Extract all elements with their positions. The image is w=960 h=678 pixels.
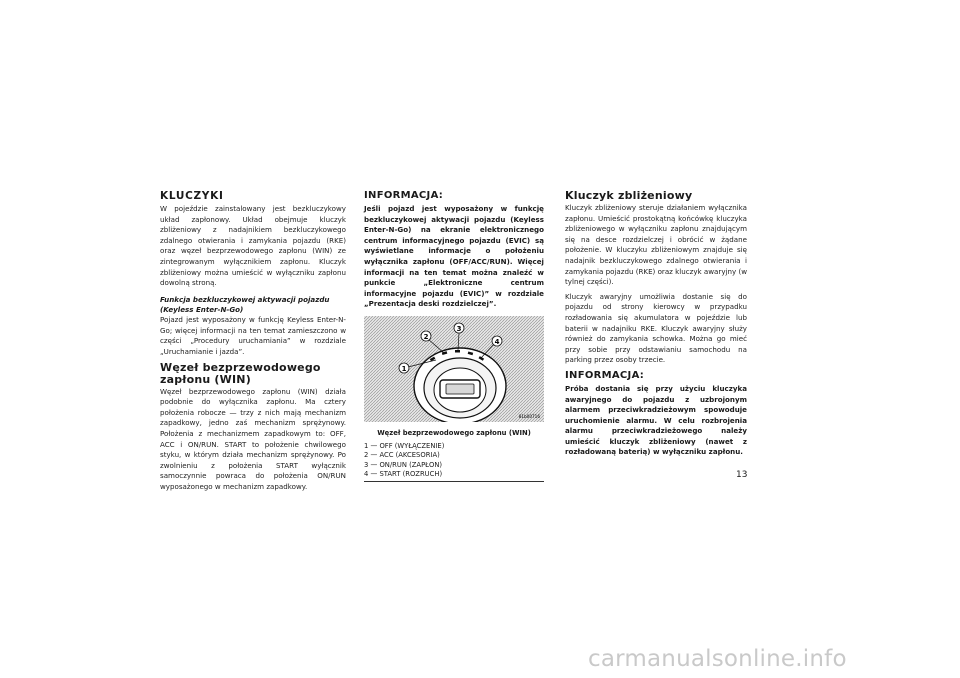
page-number: 13 [736, 470, 748, 480]
note-paragraph-right: Próba dostania się przy użyciu kluczyka awaryjnego do pojazdu z uzbrojonym alarmem przeciwkradzieżowym spowoduje uruchomienie alarmu. W celu rozbrojenia alarmu przeciwkradzieżowego należy umieścić kluczyk zbliżeniowy (nawet z rozładowaną baterią) w wyłączniku zapłonu. [565, 383, 747, 457]
subheading-keyless: Funkcja bezkluczykowej aktywacji pojazdu (Keyless Enter-N-Go) [160, 294, 330, 314]
column-left [160, 190, 346, 496]
callout-4 [492, 336, 502, 346]
note-paragraph: Jeśli pojazd jest wyposażony w funkcję bezkluczykowej aktywacji pojazdu (Keyless Enter-N-Go) na ekranie elektronicznego centrum informacyjnego pojazdu (EVIC) są wyświetlane informacje o położeniu wyłącznika zapłonu (OFF/ACC/RUN). Więcej informacji na ten temat można znaleźć w punkcie „Elektroniczne centrum informacyjne pojazdu (EVIC)” w rozdziale „Prezentacja deski rozdzielczej”. [364, 204, 544, 309]
note-title: INFORMACJA: [364, 190, 444, 201]
svg-text:2: 2 [423, 332, 429, 341]
intro-paragraph: W pojeździe zainstalowany jest bezkluczykowy układ zapłonowy. Układ obejmuje kluczyk zbliżeniowy z nadajnikiem bezkluczykowego zdalnego otwierania i zamykania pojazdu (RKE) oraz węzeł bezprzewodowego zapłonu (WIN) ze zintegrowanym wyłącznikiem zapłonu. Kluczyk zbliżeniowy można umieścić w wyłączniku zapłonu dowolną stroną. [160, 204, 346, 288]
key-slot-inner [446, 384, 474, 394]
keyless-paragraph: Pojazd jest wyposażony w funkcję Keyless Enter-N-Go; więcej informacji na ten temat zamieszczono w części „Procedury uruchamiania” w rozdziale „Uruchamianie i jazda”. [160, 315, 346, 356]
win-illustration [364, 316, 544, 422]
svg-text:3: 3 [456, 324, 462, 333]
legend-item-run: 3 — ON/RUN (ZAPŁON) [364, 460, 443, 469]
emergency-key-paragraph: Kluczyk awaryjny umożliwia dostanie się do pojazdu od strony kierowcy w przypadku rozładowania się akumulatora w pojeździe lub baterii w nadajniku RKE. Kluczyk awaryjny służy również do zamykania schowka. Można go mieć przy sobie przy odstawianiu samochodu na parking przez osoby trzecie. [565, 291, 747, 365]
section-title-win: Węzeł bezprzewodowego zapłonu (WIN) [160, 360, 321, 386]
win-paragraph: Węzeł bezprzewodowego zapłonu (WIN) działa podobnie do wyłącznika zapłonu. Ma cztery położenia robocze — trzy z nich mają mechanizm zapadkowy, jedno zaś mechanizm sprężynowy. Położenia z mechanizmem zapadkowym to: OFF, ACC i ON/RUN. START to położenie chwilowego styku, w którym działa mechanizm sprężynowy. Po zwolnieniu z położenia START wyłącznik samoczynnie powraca do położenia ON/RUN wyposażonego w mechanizm zapadkowy. [160, 386, 346, 491]
proximity-key-paragraph: Kluczyk zbliżeniowy steruje działaniem wyłącznika zapłonu. Umieścić prostokątną końcówkę kluczyka zbliżeniowego w wyłączniku zapłonu znajdującym się na desce rozdzielczej i obrócić w żądane położenie. W kluczyku zbliżeniowym znajduje się nadajnik bezkluczykowego zdalnego otwierania i zamykania pojazdu (RKE) oraz kluczyk awaryjny (w tylnej części). [565, 203, 748, 287]
figure-caption: Węzeł bezprzewodowego zapłonu (WIN) [377, 428, 531, 437]
column-middle [364, 190, 544, 482]
section-title-kluczyki: KLUCZYKI [160, 190, 224, 202]
ignition-switch-drawing [364, 316, 544, 422]
watermark: carmanualsonline.info [588, 646, 847, 672]
section-title-proximity-key: Kluczyk zbliżeniowy [565, 189, 693, 202]
figure-code: 81b00716 [518, 413, 540, 419]
svg-text:4: 4 [494, 337, 500, 346]
column-right [565, 190, 747, 458]
callout-2 [421, 331, 431, 341]
legend-item-acc: 2 — ACC (AKCESORIA) [364, 451, 440, 460]
callout-1 [399, 363, 409, 373]
legend-item-off: 1 — OFF (WYŁĄCZENIE) [364, 441, 445, 450]
note-title-right: INFORMACJA: [565, 369, 645, 381]
legend-divider [364, 481, 544, 482]
callout-3 [454, 323, 464, 333]
svg-text:1: 1 [401, 364, 407, 373]
legend-item-start: 4 — START (ROZRUCH) [364, 470, 443, 479]
